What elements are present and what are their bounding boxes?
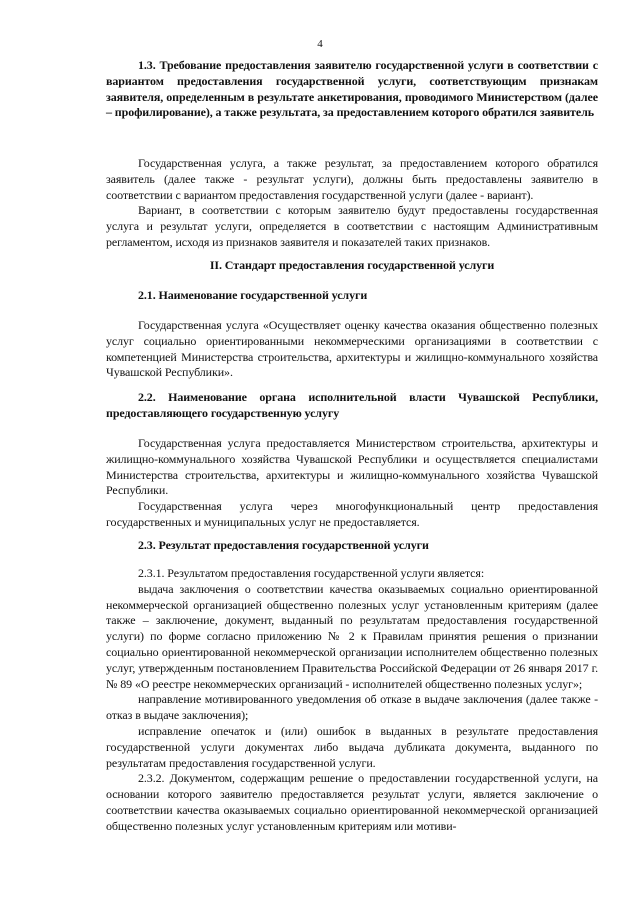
paragraph: 2.3.1. Результатом предоставления государственной услуги является: [138, 566, 485, 580]
section-2-2-body [106, 436, 598, 531]
section-2-3-body [106, 566, 598, 835]
section-2-2 [106, 390, 598, 422]
paragraph: исправление опечаток и (или) ошибок в выданных в результате предоставления государственной услуги документах либо выдача дубликата документа, выданного по результатам предоставления государственной услуги. [106, 723, 598, 770]
paragraph: 2.3.2. Документом, содержащим решение о предоставлении государственной услуги, на основании которого заявителю предоставляется результат услуги, является заключение о соответствии качества оказываемых социально ориентированной некоммерческой организацией общественно полезных услуг установленным критериям или мотиви- [106, 771, 598, 833]
section-1-3-heading: 1.3. Требование предоставления заявителю государственной услуги в соответствии с вариантом предоставления государственной услуги, соответствующим признакам заявителя, определенным в результате анкетирования, проводимого Министерством (далее – профилирование), а также результата, за предоставлением которого обратился заявитель [106, 58, 598, 120]
page-number: 4 [317, 38, 323, 50]
paragraph: Государственная услуга предоставляется Министерством строительства, архитектуры и жилищно-коммунального хозяйства Чувашской Республики и осуществляется специалистами Министерства строительства, архитектуры и жилищно-коммунального хозяйства Чувашской Республики. [106, 436, 598, 498]
section-2-1 [106, 288, 598, 304]
paragraph: направление мотивированного уведомления об отказе в выдаче заключения (далее также - отказ в выдаче заключения); [106, 692, 598, 723]
section-2 [106, 258, 598, 274]
section-2-1-heading: 2.1. Наименование государственной услуги [138, 288, 368, 302]
paragraph: Вариант, в соответствии с которым заявителю будут предоставлены государственная услуга и результат услуги, определяется в соответствии с настоящим Административным регламентом, исходя из признаков заявителя и показателей таких признаков. [106, 203, 598, 249]
section-2-3 [106, 538, 598, 554]
section-1-3-body [106, 156, 598, 251]
section-2-heading: II. Стандарт предоставления государственной услуги [209, 258, 495, 272]
paragraph: Государственная услуга «Осуществляет оценку качества оказания общественно полезных услуг социально ориентированными некоммерческими организациями в соответствии с компетенцией Министерства строительства, архитектуры и жилищно-коммунального хозяйства Чувашской Республики». [106, 318, 598, 380]
paragraph: Государственная услуга, а также результат, за предоставлением которого обратился заявитель (далее также - результат услуги), должны быть предоставлены заявителю в соответствии с вариантом предоставления государственной услуги (далее - вариант). [106, 156, 598, 202]
paragraph: Государственная услуга через многофункциональный центр предоставления государственных и муниципальных услуг не предоставляется. [106, 499, 598, 529]
paragraph: выдача заключения о соответствии качества оказываемых социально ориентированной некоммерческой организацией общественно полезных услуг установленным критериям (далее также – заключение, документ, выданный по результатам предоставления государственной услуги) по форме согласно приложению № 2 к Правилам принятия решения о признании социально ориентированной некоммерческой организации исполнителем общественно полезных услуг, утвержденным постановлением Правительства Российской Федерации от 26 января 2017 г. № 89 «О реестре некоммерческих организаций - исполнителей общественно полезных услуг»; [106, 581, 598, 691]
section-2-2-heading: 2.2. Наименование органа исполнительной власти Чувашской Республики, предоставляющего государственную услугу [106, 390, 598, 420]
section-2-3-heading: 2.3. Результат предоставления государственной услуги [138, 538, 429, 552]
section-2-1-body [106, 318, 598, 381]
section-1-3 [106, 58, 598, 121]
